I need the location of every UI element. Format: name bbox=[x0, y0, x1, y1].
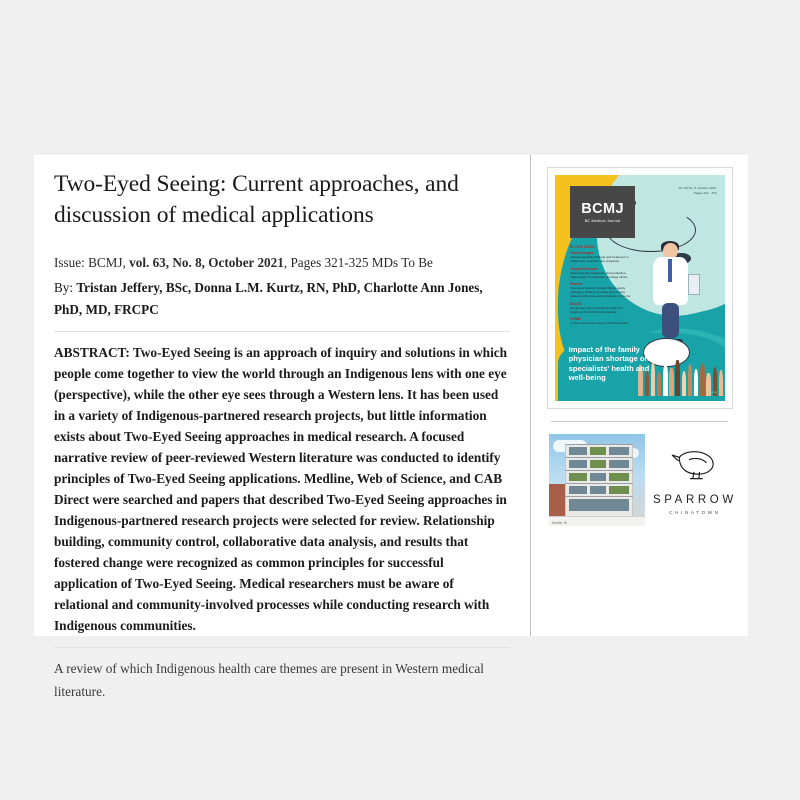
doctor-necktie bbox=[668, 259, 672, 282]
toc-item-title: Original Research bbox=[570, 266, 598, 271]
article-sidebar bbox=[530, 155, 748, 636]
hand-shape bbox=[688, 364, 692, 397]
hand-shape bbox=[719, 370, 723, 396]
toc-item-body: A look towards the issue of misinformation bbox=[570, 321, 629, 326]
bcmj-logo-wordmark: BCMJ bbox=[581, 200, 624, 217]
article-summary: A review of which Indigenous health care themes are present in Western medical literature. bbox=[54, 661, 484, 700]
byline bbox=[54, 277, 510, 320]
journal-cover-thumbnail[interactable] bbox=[547, 167, 733, 409]
abstract-text: ABSTRACT: Two-Eyed Seeing is an approach of inquiry and solutions in which people come together to view the world through an Indigenous lens with one eye (perspective), while the other eye sees through a Western lens. It has been used in a variety of Indigenous-partnered research projects, but little information exists about Two-Eyed Seeing approaches in medical research. A focused narrative review of peer-reviewed Western literature was conducted to identify principles of Two-Eyed Seeing applications. Medline, Web of Science, and CAB Direct were searched and papers that described Two-Eyed Seeing approaches in Indigenous-partnered research projects were selected for review. Relationship building, community control, collaborative data analysis, and results that fostered change were recognized as common principles for successful application of Two-Eyed Seeing. Medical researchers must be aware of relational and community-involved processes while conducting research with Indigenous communities. bbox=[54, 345, 508, 634]
hand-shape bbox=[700, 363, 704, 396]
issue-pages: Pages 321-325 MDs To Be bbox=[290, 255, 433, 271]
author-names: Tristan Jeffery, BSc, Donna L.M. Kurtz, RN, PhD, Charlotte Ann Jones, PhD, MD, FRCPC bbox=[54, 280, 483, 317]
bcmj-logo bbox=[570, 186, 635, 238]
toc-item-title: BCCDC bbox=[570, 301, 582, 306]
toc-item-body: Two-Eyed Seeing: Support family equity pathways; What to consider when using patients with acute endocrinologic concerns bbox=[570, 286, 631, 299]
sparrow-bird-icon bbox=[667, 446, 723, 481]
adjacent-brick-building bbox=[549, 484, 565, 518]
clipboard-icon bbox=[688, 274, 700, 295]
hand-shape bbox=[669, 368, 673, 396]
toc-item bbox=[570, 317, 631, 325]
toc-item-title: CPSBC bbox=[570, 317, 582, 322]
street-name-label: Keefer St bbox=[552, 521, 567, 525]
issue-sep-1: , bbox=[165, 255, 170, 271]
toc-item-body: Respiratory virus surveillance after the height of the COVID-19 pandemic bbox=[570, 305, 623, 314]
article-preview-card bbox=[34, 155, 748, 700]
cover-table-of-contents bbox=[570, 245, 631, 329]
byline-label: By: bbox=[54, 280, 74, 296]
issue-volume: vol. 63 bbox=[129, 255, 166, 271]
divider-above-abstract bbox=[54, 331, 510, 332]
ad-building-photo bbox=[549, 434, 645, 526]
toc-item-title: Premise bbox=[570, 282, 583, 287]
hand-shape bbox=[675, 360, 679, 396]
ad-brand-block bbox=[653, 446, 737, 515]
issue-journal: BCMJ, bbox=[88, 255, 126, 271]
cover-credit: bcmj.org bbox=[706, 391, 717, 395]
building-facade bbox=[565, 444, 633, 518]
page-title: Two-Eyed Seeing: Current approaches, and discussion of medical applications bbox=[54, 171, 459, 228]
hand-shape bbox=[694, 369, 698, 396]
bcmj-logo-tagline: BC Medical Journal bbox=[584, 218, 621, 223]
issue-number: No. 8 bbox=[172, 255, 202, 271]
cover-issue-line-1: Vol. 63 No. 8, October 2021 bbox=[678, 186, 717, 191]
issue-sep-2: , bbox=[201, 255, 205, 271]
issue-date: October 2021 bbox=[208, 255, 284, 271]
toc-item-body: Ultrasonographic findings and treatment in Indigenous neonatal care programs bbox=[570, 255, 629, 264]
toc-item bbox=[570, 302, 631, 314]
doctor-illustration bbox=[649, 243, 693, 347]
sponsor-ad[interactable] bbox=[547, 434, 737, 526]
issue-label: Issue: bbox=[54, 255, 85, 271]
toc-item bbox=[570, 282, 631, 298]
ad-brand-subtitle: CHINATOWN bbox=[669, 509, 721, 515]
toc-heading: IN THIS ISSUE bbox=[570, 245, 595, 250]
cover-issue-info bbox=[678, 186, 716, 195]
doctor-legs bbox=[662, 303, 680, 338]
divider-above-ad bbox=[551, 421, 728, 422]
article-main-column bbox=[34, 155, 530, 700]
toc-item-body: Measuring the readiness of reproductive-status paper in outpatient oncology clinics bbox=[570, 270, 628, 279]
hand-shape bbox=[682, 371, 686, 396]
journal-cover-artwork bbox=[555, 175, 725, 401]
issue-metadata bbox=[54, 252, 510, 273]
ad-brand-name: SPARROW bbox=[653, 493, 737, 506]
issue-sep-3: , bbox=[283, 255, 288, 271]
cover-headline: Impact of the family physician shortage on BC specialists' health and well-being bbox=[568, 344, 663, 383]
divider-below-abstract bbox=[54, 647, 510, 648]
toc-item bbox=[570, 267, 631, 279]
cover-issue-line-2: Pages 321 - 376 bbox=[693, 190, 717, 195]
toc-item bbox=[570, 251, 631, 263]
toc-item-title: Clinical Images bbox=[570, 251, 594, 256]
